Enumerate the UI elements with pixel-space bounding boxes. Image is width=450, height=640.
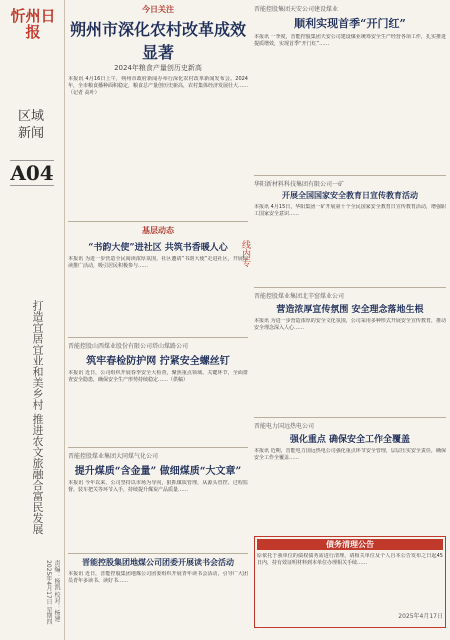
page-number: A04 (10, 161, 54, 185)
section-side-tag: 线内专 (240, 240, 250, 267)
article-headline: 开展全国国家安全教育日宣传教育活动 (282, 190, 418, 200)
masthead-logo: 忻州日报 (10, 7, 56, 41)
article-dimei (68, 550, 248, 634)
article-body: 本报讯 4月15日，华阳集团一矿开展第十个全民国家安全教育日宣传教育活动，增强职工国家安全意识…… (254, 204, 446, 217)
notice-box (254, 536, 446, 628)
article-body: 本报讯 今年以来，公司坚持以市场为导向，狠抓煤质管理，从源头管控、过程监督、装车把关等环节入手，持续提升煤炭产品质量…… (68, 480, 248, 493)
article-body: 本报讯 4月16日上午，朔州市政府新闻办举行深化农村改革新闻发布会。2024年，全市粮食播种面积稳定，粮食总产量创历史新高，农村集体经济发展壮大……（记者 高叶） (68, 76, 248, 96)
article-source: 晋能控股山西煤业股份有限公司塔山煤路公司 (68, 343, 189, 350)
article-body: 本报讯 为进一步营造浓厚的安全文化氛围，公司采用多种形式开展安全宣传教育，推动安全理念深入人心…… (254, 318, 446, 331)
sidebar (0, 0, 65, 640)
section-name: 区域新闻 (17, 109, 44, 141)
article-guoyuan (254, 414, 446, 534)
article-source: 晋能控股煤业集团大同煤气化公司 (68, 453, 159, 460)
notice-date: 2025年4月17日 (398, 613, 443, 620)
notice-body: 原依托于我单位的债权债务需进行清理，请相关单位及个人自本公告发布之日起45日内，持有效证明材料到本单位办理相关手续…… (257, 553, 443, 566)
article-tianan (254, 4, 446, 164)
article-headline: 提升煤质“含金量” 做细煤质“大文章” (74, 466, 242, 477)
article-huayang (254, 172, 446, 280)
side-slogan: 打造宜居宜业和美乡村 推进农文旅融合富民发展 (31, 300, 44, 535)
article-headline: 营造浓厚宣传氛围 安全理念落地生根 (276, 305, 424, 315)
article-beixinyao (254, 284, 446, 408)
article-body: 本报讯 一季度，晋能控股集团天安公司建设煤业统筹安全生产经营各项工作，扎实推进提质增效，实现首季“开门红”…… (254, 34, 446, 47)
article-body: 本报讯 近期，晋能电力国远热电公司强化重点环节安全管理，层层压实安全责任，确保安全工作全覆盖…… (254, 448, 446, 461)
article-subheadline: 2024年粮食产量创历史新高 (114, 64, 202, 72)
article-headline: 晋能控股集团地煤公司团委开展读书会活动 (82, 557, 234, 567)
notice-title: 债务清理公告 (257, 539, 443, 550)
left-column (68, 4, 248, 636)
article-community (68, 218, 248, 328)
article-headline: 顺利实现首季“开门红” (294, 17, 406, 30)
article-source: 晋能控股集团天安公司建设煤业 (254, 6, 339, 13)
right-column (254, 4, 446, 636)
article-source: 华阳新材料科技集团有限公司一矿 (254, 181, 345, 188)
article-datong (68, 444, 248, 544)
page-footer: 责编：杨凯 校对：杨建 2025年4月17日 星期四 (45, 560, 60, 625)
article-body: 本报讯 为进一步营造全民阅读浓厚氛围，社区邀请“书韵大使”走进社区，开展阅读推广活动，吸引居民积极参与…… (68, 256, 248, 269)
article-kicker: 今日关注 (142, 5, 174, 14)
article-feature (68, 4, 248, 156)
article-headline: 强化重点 确保安全工作全覆盖 (289, 435, 411, 445)
article-headline: 筑牢春检防护网 拧紧安全螺丝钉 (86, 356, 230, 367)
article-tashan (68, 334, 248, 439)
article-source: 晋能控股煤业集团北辛窑煤业公司 (254, 293, 345, 300)
article-body: 本报讯 近日，公司组织开展春季安全大检查，聚焦重点领域、关键环节，全面排查安全隐患，确保安全生产形势持续稳定……（供稿） (68, 370, 248, 383)
article-source: 晋能电力国远热电公司 (254, 423, 315, 430)
article-headline: “书韵大使”进社区 共筑书香暖人心 (88, 243, 228, 253)
article-kicker: 基层动态 (142, 226, 174, 235)
article-headline: 朔州市深化农村改革成效显著 (69, 20, 246, 62)
article-body: 本报讯 近日，晋能控股集团地煤公司团委组织开展青年读书会活动，引导广大团员青年多读书、读好书…… (68, 571, 248, 584)
